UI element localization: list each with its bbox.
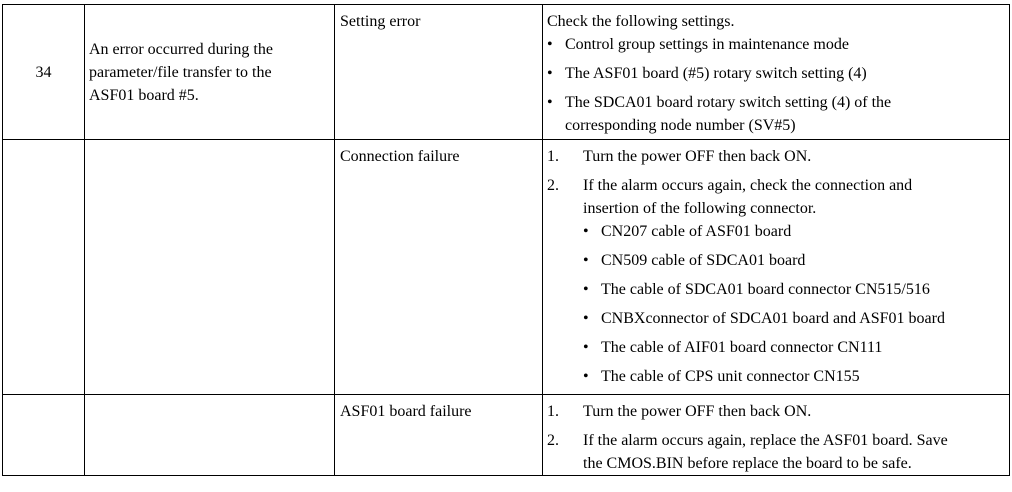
connector-bullet: • The cable of SDCA01 board connector CN515/516	[583, 278, 1003, 301]
step-number: 1.	[547, 148, 559, 165]
bullet-icon: •	[583, 281, 589, 298]
description-line: An error occurred during the	[89, 40, 273, 58]
table-row	[3, 140, 1010, 395]
step-number: 2.	[547, 177, 559, 194]
bullet-icon: •	[583, 223, 589, 240]
remedy-intro: Check the following settings.	[547, 13, 735, 30]
step-number: 1.	[547, 403, 559, 420]
description-line: ASF01 board #5.	[89, 86, 199, 104]
bullet-icon: •	[583, 339, 589, 356]
table-row	[3, 5, 1010, 140]
alarm-description	[85, 395, 335, 476]
remedy-cell	[543, 395, 1010, 476]
remedy-cell	[543, 5, 1010, 140]
description-line: parameter/file transfer to the	[89, 63, 272, 81]
bullet-icon: •	[547, 36, 553, 53]
remedy-step: 2. If the alarm occurs again, replace the ASF01 board. Save the CMOS.BIN before replace the board to be safe.	[547, 429, 1003, 475]
bullet-icon: •	[583, 310, 589, 327]
remedy-step: 1. Turn the power OFF then back ON.	[547, 145, 1003, 168]
cause-text: Connection failure	[340, 148, 460, 165]
connector-bullet: • The cable of AIF01 board connector CN111	[583, 336, 1003, 359]
cause-text: Setting error	[340, 13, 421, 30]
remedy-cell	[543, 140, 1010, 395]
connector-bullet: • CN207 cable of ASF01 board	[583, 220, 1003, 243]
remedy-bullet: • The SDCA01 board rotary switch setting (4) of the corresponding node number (SV#5)	[547, 91, 1003, 137]
table-row	[3, 395, 1010, 476]
alarm-number	[3, 395, 85, 476]
remedy-bullet: • The ASF01 board (#5) rotary switch setting (4)	[547, 62, 1003, 85]
bullet-icon: •	[547, 65, 553, 82]
cause-cell	[335, 395, 543, 476]
alarm-number	[3, 140, 85, 395]
remedy-step: 1. Turn the power OFF then back ON.	[547, 400, 1003, 423]
alarm-table	[2, 4, 1010, 476]
cause-cell	[335, 5, 543, 140]
connector-bullet: • CN509 cable of SDCA01 board	[583, 249, 1003, 272]
remedy-step: 2. If the alarm occurs again, check the connection and insertion of the following connector. • CN207 cable of ASF01 board • CN509 cable of SDCA01 board • The cable of SDCA01 board connector CN515/516 • CNBXconnector of SDCA01 board and ASF01 board • The cable of AIF01 board connector CN111 • The cable of CPS unit connector CN155	[547, 174, 1003, 388]
alarm-description	[85, 5, 335, 140]
bullet-icon: •	[547, 94, 553, 111]
step-number: 2.	[547, 432, 559, 449]
alarm-number: 34	[3, 5, 85, 140]
bullet-icon: •	[583, 252, 589, 269]
cause-cell	[335, 140, 543, 395]
connector-bullet: • CNBXconnector of SDCA01 board and ASF01 board	[583, 307, 1003, 330]
cause-text: ASF01 board failure	[340, 403, 472, 420]
connector-bullet: • The cable of CPS unit connector CN155	[583, 365, 1003, 388]
bullet-icon: •	[583, 368, 589, 385]
remedy-bullet: • Control group settings in maintenance mode	[547, 33, 1003, 56]
alarm-description	[85, 140, 335, 395]
